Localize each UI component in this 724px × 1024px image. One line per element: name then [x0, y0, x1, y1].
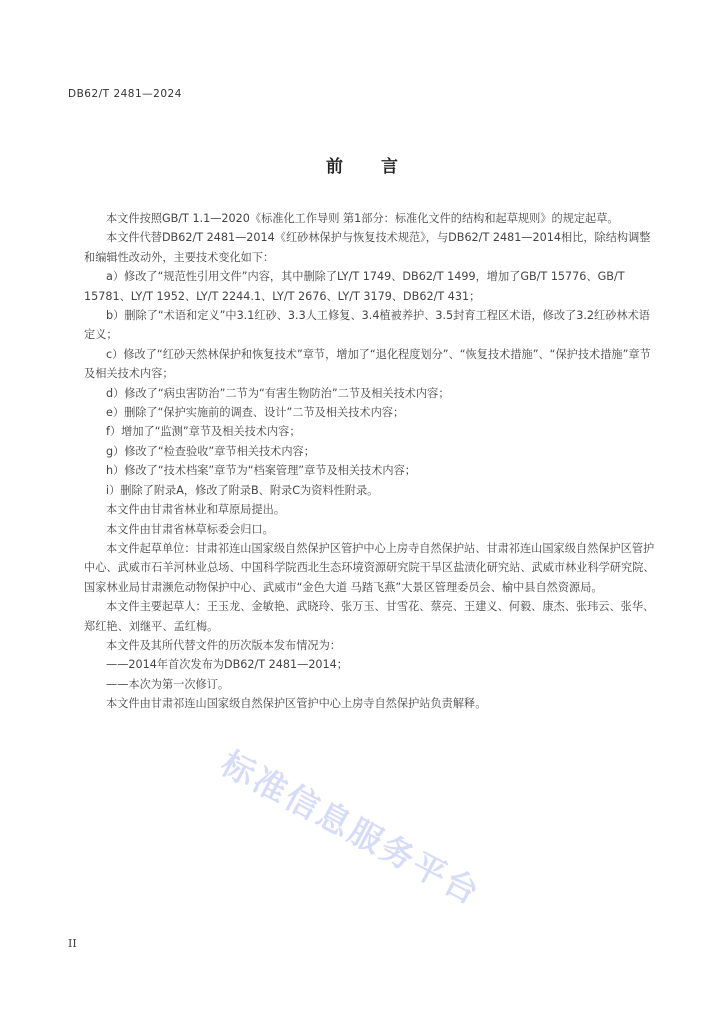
change-item-g: g）修改了“检查验收”章节相关技术内容； [106, 444, 315, 458]
change-item-a: a）修改了“规范性引用文件”内容，其中删除了LY/T 1749、DB62/T 1499，增加了GB/T 15776、GB/T 15781、LY/T 1952、LY/T 2244.1、LY/T 2676、LY/T 3179、DB62/T 431； [84, 270, 625, 303]
paragraph-history-intro: 本文件及其所代替文件的历次版本发布情况为： [106, 638, 341, 652]
change-item-d: d）修改了“病虫害防治”二节为“有害生物防治”二节及相关技术内容； [106, 386, 450, 400]
change-item-h: h）修改了“技术档案”章节为“档案管理”章节及相关技术内容； [106, 464, 416, 478]
paragraph-interpretation: 本文件由甘肃祁连山国家级自然保护区管护中心上房寺自然保护站负责解释。 [106, 697, 487, 711]
history-item-current: ——本次为第一次修订。 [106, 677, 230, 691]
paragraph-drafting-units: 本文件起草单位：甘肃祁连山国家级自然保护区管护中心上房寺自然保护站、甘肃祁连山国家级自然保护区管护中心、武威市石羊河林业总场、中国科学院西北生态环境资源研究院干旱区盐渍化研究站、武威市林业科学研究院、国家林业局甘肃濒危动物保护中心、武威市“金色大道 马踏飞燕”大景区管理委员会、榆中县自然资源局。 [84, 541, 655, 594]
change-item-b: b）删除了“术语和定义”中3.1红砂、3.3人工修复、3.4植被养护、3.5封育工程区术语，修改了3.2红砂林术语定义； [84, 309, 650, 342]
document-number: DB62/T 2481—2024 [68, 88, 182, 100]
preface-body [84, 209, 656, 714]
paragraph-proposed-by: 本文件由甘肃省林业和草原局提出。 [106, 503, 286, 517]
change-item-f: f）增加了“监测”章节及相关技术内容； [106, 425, 301, 439]
history-item-2014: ——2014年首次发布为DB62/T 2481—2014； [106, 658, 348, 672]
paragraph-drafters: 本文件主要起草人：王玉龙、金敏艳、武晓玲、张万玉、甘雪花、蔡亮、王建义、何毅、康杰、张玮云、张华、郑红艳、刘继平、孟红梅。 [84, 600, 655, 633]
paragraph-centralized-by: 本文件由甘肃省林草标委会归口。 [106, 522, 274, 536]
section-title: 前言 [326, 157, 436, 177]
change-item-e: e）删除了“保护实施前的调查、设计”二节及相关技术内容； [106, 406, 405, 420]
page-number: II [68, 937, 77, 950]
paragraph-replaces: 本文件代替DB62/T 2481—2014《红砂林保护与恢复技术规范》，与DB62/T 2481—2014相比，除结构调整和编辑性改动外，主要技术变化如下： [84, 231, 651, 264]
change-item-c: c）修改了“红砂天然林保护和恢复技术”章节，增加了“退化程度划分”、“恢复技术措施”、“保护技术措施”章节及相关技术内容； [84, 347, 651, 381]
paragraph-drafting-rules: 本文件按照GB/T 1.1—2020《标准化工作导则 第1部分：标准化文件的结构和起草规则》的规定起草。 [106, 212, 619, 225]
watermark: 标准信息服务平台 [214, 743, 488, 913]
change-item-i: i）删除了附录A，修改了附录B、附录C为资料性附录。 [106, 483, 379, 497]
